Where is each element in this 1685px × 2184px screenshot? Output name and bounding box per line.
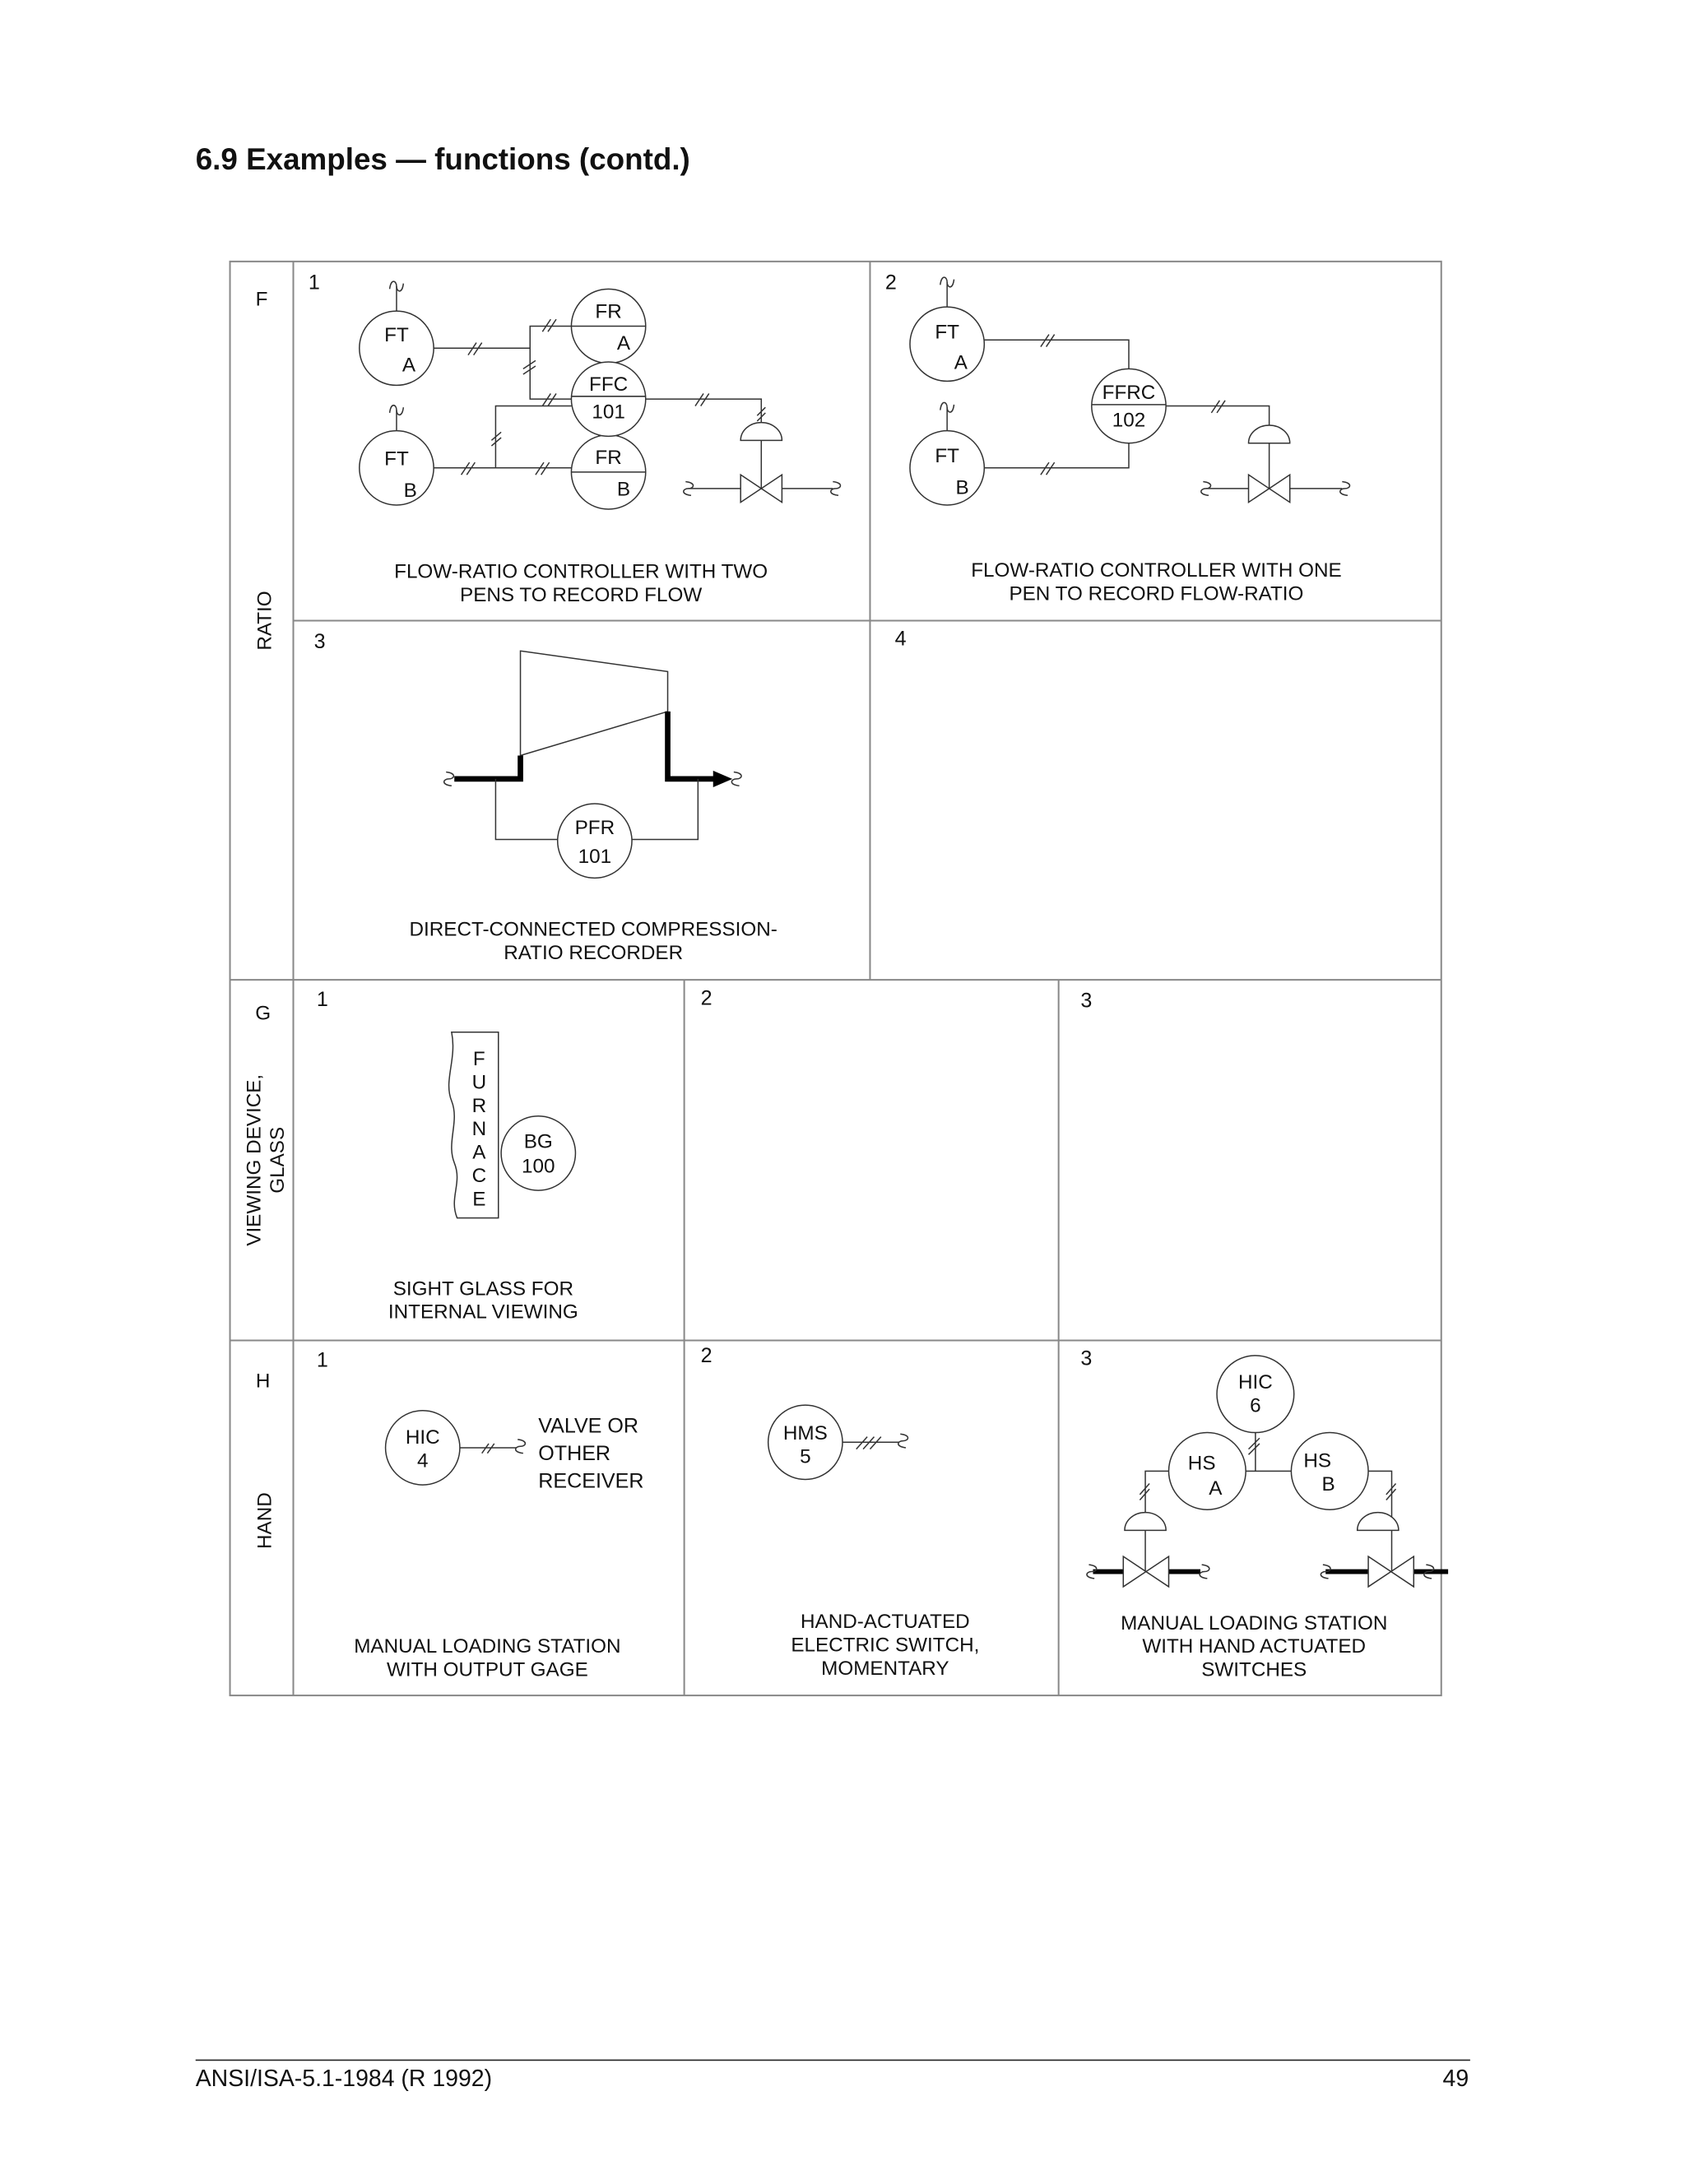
svg-text:A: A	[472, 1141, 486, 1164]
svg-text:WITH HAND ACTUATED: WITH HAND ACTUATED	[1142, 1635, 1367, 1658]
svg-text:INTERNAL VIEWING: INTERNAL VIEWING	[388, 1301, 578, 1324]
section-letter-g: G	[255, 1002, 272, 1025]
diagram-f3	[314, 630, 778, 964]
svg-text:MANUAL LOADING STATION: MANUAL LOADING STATION	[1121, 1611, 1388, 1635]
page-title: 6.9 Examples — functions (contd.)	[195, 141, 690, 176]
svg-text:N: N	[471, 1118, 487, 1141]
svg-text:A: A	[1209, 1477, 1223, 1500]
svg-text:RATIO RECORDER: RATIO RECORDER	[504, 942, 684, 965]
diagram-f1	[309, 271, 841, 606]
cell-number: 4	[894, 627, 907, 651]
svg-text:2: 2	[884, 271, 897, 294]
svg-text:F: F	[472, 1047, 485, 1070]
diagram-h2	[701, 1344, 980, 1680]
svg-text:HIC: HIC	[1238, 1371, 1273, 1394]
svg-text:VALVE OR: VALVE OR	[538, 1414, 638, 1438]
svg-text:A: A	[954, 351, 968, 374]
section-label-hand: HAND	[253, 1492, 276, 1549]
svg-text:C: C	[471, 1165, 487, 1188]
svg-text:PFR: PFR	[574, 816, 615, 839]
cell-number: 3	[1080, 989, 1093, 1013]
svg-text:FR: FR	[595, 446, 622, 469]
svg-text:U: U	[471, 1071, 487, 1094]
svg-text:6: 6	[1250, 1394, 1261, 1417]
svg-text:MANUAL LOADING STATION: MANUAL LOADING STATION	[354, 1635, 621, 1658]
svg-text:FT: FT	[384, 447, 409, 471]
svg-text:PENS TO RECORD FLOW: PENS TO RECORD FLOW	[460, 584, 703, 607]
section-label-viewing-1: VIEWING DEVICE,	[243, 1073, 266, 1246]
svg-text:FR: FR	[595, 300, 622, 323]
svg-text:3: 3	[1080, 1347, 1093, 1370]
svg-text:OTHER: OTHER	[538, 1442, 611, 1466]
diagram-h3	[1080, 1347, 1448, 1681]
svg-text:HS: HS	[1303, 1449, 1332, 1472]
svg-text:SWITCHES: SWITCHES	[1201, 1658, 1307, 1681]
svg-text:MOMENTARY: MOMENTARY	[821, 1658, 949, 1681]
cell-number: 1	[308, 271, 320, 294]
svg-text:FFRC: FFRC	[1102, 382, 1156, 405]
section-letter-h: H	[255, 1370, 271, 1393]
svg-text:B: B	[955, 476, 969, 499]
svg-text:100: 100	[522, 1155, 555, 1178]
svg-text:HIC: HIC	[405, 1426, 440, 1449]
cell-number: 2	[700, 986, 713, 1010]
svg-text:2: 2	[700, 1344, 713, 1368]
svg-text:E: E	[472, 1188, 486, 1211]
svg-text:B: B	[1321, 1472, 1335, 1495]
svg-text:FFC: FFC	[589, 373, 629, 396]
svg-text:A: A	[402, 354, 416, 377]
svg-text:FLOW-RATIO CONTROLLER WITH ONE: FLOW-RATIO CONTROLLER WITH ONE	[971, 559, 1342, 582]
diagram-f2	[885, 271, 1350, 605]
svg-text:FT: FT	[384, 323, 409, 346]
diagram-h1	[317, 1348, 644, 1681]
svg-text:4: 4	[416, 1449, 429, 1472]
section-label-viewing-2: GLASS	[266, 1126, 289, 1194]
section-letter-f: F	[255, 288, 268, 311]
svg-text:HMS: HMS	[782, 1421, 828, 1444]
svg-text:WITH OUTPUT GAGE: WITH OUTPUT GAGE	[386, 1658, 588, 1681]
svg-text:HS: HS	[1187, 1452, 1216, 1475]
svg-text:101: 101	[578, 845, 612, 868]
svg-text:FLOW-RATIO CONTROLLER WITH TWO: FLOW-RATIO CONTROLLER WITH TWO	[394, 560, 768, 583]
svg-text:FT: FT	[935, 321, 959, 344]
svg-text:PEN TO RECORD FLOW-RATIO: PEN TO RECORD FLOW-RATIO	[1009, 582, 1304, 605]
svg-text:RECEIVER: RECEIVER	[538, 1469, 644, 1493]
section-label-ratio: RATIO	[253, 591, 276, 651]
svg-text:1: 1	[316, 987, 328, 1011]
svg-text:SIGHT GLASS FOR: SIGHT GLASS FOR	[392, 1277, 573, 1301]
svg-text:B: B	[616, 478, 631, 501]
svg-text:A: A	[616, 332, 631, 355]
svg-text:1: 1	[316, 1348, 328, 1372]
svg-text:B: B	[403, 479, 417, 502]
svg-text:ELECTRIC SWITCH,: ELECTRIC SWITCH,	[791, 1634, 980, 1657]
svg-text:102: 102	[1112, 409, 1146, 432]
svg-text:BG: BG	[523, 1130, 553, 1153]
diagram-g1	[317, 988, 578, 1324]
svg-text:3: 3	[313, 629, 326, 653]
svg-text:HAND-ACTUATED: HAND-ACTUATED	[801, 1611, 970, 1634]
footer-doc-id: ANSI/ISA-5.1-1984 (R 1992)	[195, 2066, 493, 2093]
svg-text:5: 5	[800, 1445, 811, 1468]
svg-text:R: R	[471, 1094, 487, 1117]
svg-text:101: 101	[592, 401, 625, 424]
page-number: 49	[1442, 2066, 1469, 2093]
svg-text:DIRECT-CONNECTED COMPRESSION-: DIRECT-CONNECTED COMPRESSION-	[409, 918, 778, 941]
svg-text:FT: FT	[935, 445, 959, 468]
